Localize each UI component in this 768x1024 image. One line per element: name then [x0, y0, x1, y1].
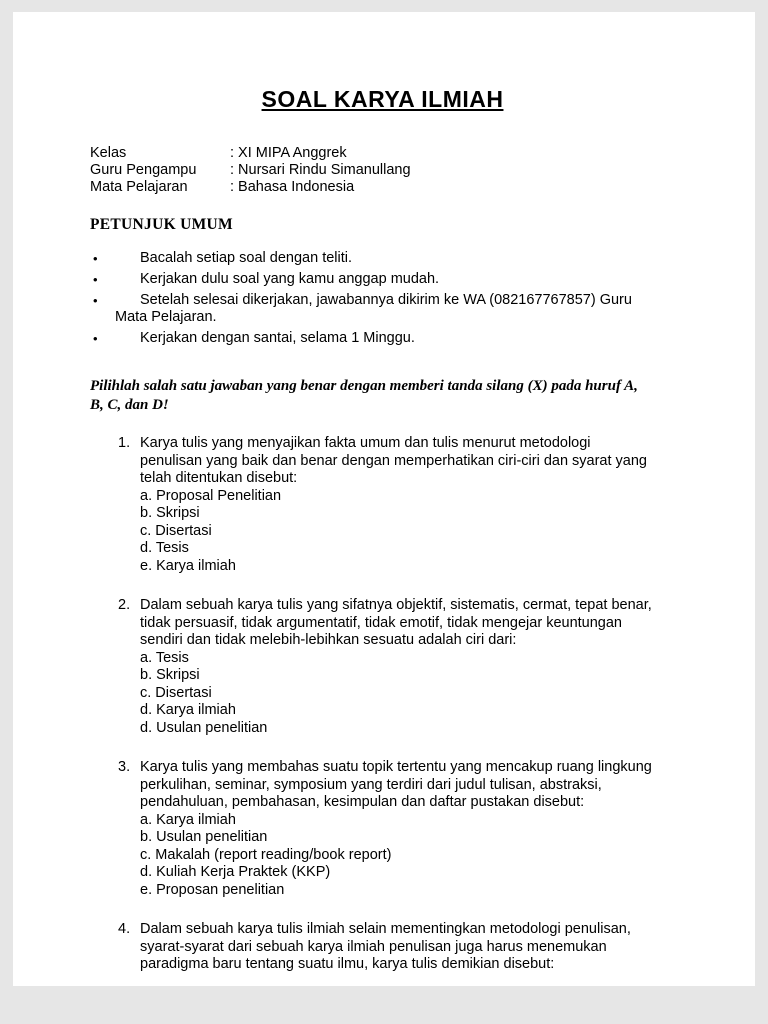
meta-label: Mata Pelajaran [90, 179, 188, 195]
question-item [90, 597, 655, 737]
question-number: 1. [118, 435, 131, 451]
option-list [90, 488, 655, 576]
question-row [90, 435, 655, 488]
bullet-icon [93, 330, 98, 348]
question-row [90, 597, 655, 650]
section-heading: PETUNJUK UMUM [90, 216, 233, 233]
instruction-text: Setelah selesai dikerjakan, jawabannya dikirim ke WA (082167767857) Guru Mata Pelajaran. [115, 292, 632, 325]
document-title: SOAL KARYA ILMIAH [261, 86, 504, 112]
answer-option: a. Tesis [140, 649, 189, 666]
question-text: Karya tulis yang menyajikan fakta umum dan tulis menurut metodologi penulisan yang baik dan benar dengan memperhatikan ciri-ciri dan syarat yang telah ditentukan disebut: [140, 435, 647, 486]
page-content [13, 12, 755, 974]
answer-option: e. Proposan penelitian [140, 881, 285, 898]
instruction-bullet [90, 271, 655, 288]
answer-option: a. Karya ilmiah [140, 811, 236, 828]
meta-block [90, 145, 655, 196]
answer-option: d. Karya ilmiah [140, 702, 236, 718]
bullet-icon [93, 271, 98, 289]
question-row [90, 921, 655, 974]
directive-text: Pilihlah salah satu jawaban yang benar dengan memberi tanda silang (X) pada huruf A, B, C, dan D! [90, 378, 638, 413]
document-page [13, 12, 755, 986]
answer-option: c. Disertasi [140, 522, 212, 539]
answer-option: c. Makalah (report reading/book report) [140, 846, 392, 863]
meta-row [90, 162, 655, 179]
meta-value: : Bahasa Indonesia [230, 179, 355, 195]
option-list [90, 650, 655, 738]
answer-option: b. Usulan penelitian [140, 829, 268, 845]
answer-option: c. Disertasi [140, 684, 212, 701]
bullet-icon [93, 292, 98, 310]
instruction-text: Bacalah setiap soal dengan teliti. [140, 250, 353, 266]
question-number: 4. [118, 921, 131, 937]
question-number: 2. [118, 597, 131, 613]
question-number: 3. [118, 759, 131, 775]
option-list [90, 812, 655, 900]
answer-option: e. Karya ilmiah [140, 557, 236, 574]
question-item [90, 921, 655, 974]
answer-option: b. Skripsi [140, 667, 200, 683]
answer-option: d. Kuliah Kerja Praktek (KKP) [140, 864, 331, 880]
question-list [90, 435, 655, 974]
instruction-bullet [90, 292, 655, 326]
instruction-bullet [90, 250, 655, 267]
meta-value: : XI MIPA Anggrek [230, 145, 347, 161]
answer-option: d. Usulan penelitian [140, 719, 268, 736]
question-text: Dalam sebuah karya tulis ilmiah selain mementingkan metodologi penulisan, syarat-syarat dari sebuah karya ilmiah penulisan juga harus menemukan paradigma baru tentang suatu ilmu, karya tulis demikian disebut: [140, 921, 631, 972]
meta-label: Guru Pengampu [90, 162, 197, 178]
question-text: Dalam sebuah karya tulis yang sifatnya objektif, sistematis, cermat, tepat benar, tidak persuasif, tidak argumentatif, tidak emotif, tidak mengejar keuntungan sendiri dan tidak melebih-lebihkan sesuatu adalah ciri dari: [140, 597, 652, 648]
meta-value: : Nursari Rindu Simanullang [230, 162, 411, 178]
meta-row [90, 145, 655, 162]
meta-label: Kelas [90, 145, 127, 161]
instruction-text: Kerjakan dengan santai, selama 1 Minggu. [140, 330, 415, 346]
instruction-text: Kerjakan dulu soal yang kamu anggap mudah. [140, 271, 440, 287]
question-item [90, 759, 655, 899]
answer-option: d. Tesis [140, 540, 189, 556]
instruction-list [90, 250, 655, 347]
question-item [90, 435, 655, 575]
answer-option: a. Proposal Penelitian [140, 487, 282, 504]
answer-option: b. Skripsi [140, 505, 200, 521]
instruction-bullet [90, 330, 655, 347]
question-row [90, 759, 655, 812]
meta-row [90, 179, 655, 196]
bullet-icon [93, 250, 98, 268]
question-text: Karya tulis yang membahas suatu topik tertentu yang mencakup ruang lingkung perkulihan, seminar, symposium yang terdiri dari judul tulisan, abstraksi, pendahuluan, pembahasan, kesimpulan dan daftar pustakan disebut: [140, 759, 652, 810]
